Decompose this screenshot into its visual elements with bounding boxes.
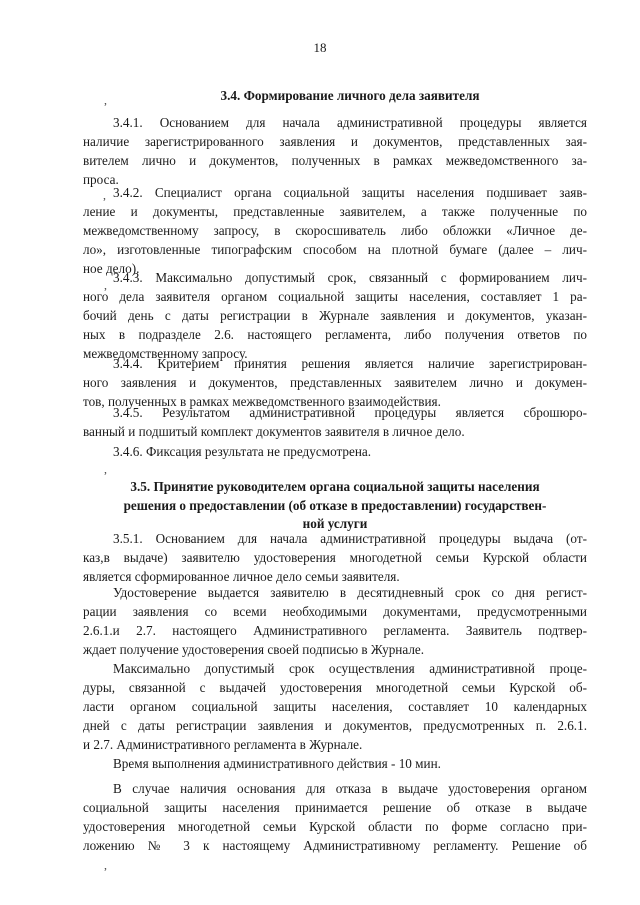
- text-line: 2.6.1.и 2.7. настоящего Административного регламента. Заявитель подтвер-: [83, 623, 587, 638]
- text-line: 3.4.2. Специалист органа социальной защиты населения подшивает заяв-: [113, 185, 587, 200]
- text-line: ных в подразделе 2.6. настоящего регламента, либо получения ответов по: [83, 327, 587, 342]
- text-line: наличие зарегистрированного заявления и документов, представленных зая-: [83, 134, 587, 149]
- text-line: ного дела заявителя органом социальной защиты населения, составляет 1 ра-: [83, 289, 587, 304]
- text-line: 3.5.1. Основанием для начала административной процедуры выдача (от-: [113, 531, 587, 546]
- section-3-5-title-line: ной услуги: [302, 516, 368, 531]
- section-3-5-title-line: решения о предоставлении (об отказе в предоставлении) государствен-: [123, 498, 547, 513]
- text-line: ло», изготовленные типографским способом на плотной бумаге (далее – лич-: [83, 242, 587, 257]
- text-line: 3.4.1. Основанием для начала административной процедуры является: [113, 115, 587, 130]
- text-line: 3.4.4. Критерием принятия решения является наличие зарегистрирован-: [113, 356, 587, 371]
- text-line: ложению № 3 к настоящему Административному регламенту. Решение об: [83, 838, 587, 853]
- text-line: 3.4.6. Фиксация результата не предусмотрена.: [113, 444, 372, 459]
- text-line: ждает получение удостоверения своей подписью в Журнале.: [83, 642, 425, 657]
- text-line: ное дело).: [83, 261, 140, 276]
- text-line: Максимально допустимый срок осуществления административной проце-: [113, 661, 587, 676]
- page-number: 18: [313, 40, 327, 55]
- text-line: вителем лично и документов, полученных в рамках межведомственного за-: [83, 153, 587, 168]
- scan-mark: ,: [104, 93, 107, 107]
- text-line: межведомственному запросу, в скоросшиватель либо обложки «Личное де-: [83, 223, 587, 238]
- text-line: межведомственному запросу.: [83, 346, 248, 361]
- text-line: каз,в выдаче) заявителю удостоверения многодетной семьи Курской области: [83, 550, 587, 565]
- text-line: 3.4.5. Результатом административной процедуры является сброшюро-: [113, 405, 587, 420]
- text-line: Удостоверение выдается заявителю в десятидневный срок со дня регист-: [113, 585, 587, 600]
- text-line: является сформированное личное дело семьи заявителя.: [83, 569, 400, 584]
- text-line: бочий день с даты регистрации в Журнале заявления и документов, указан-: [83, 308, 587, 323]
- text-line: рации заявления со всеми необходимыми документами, предусмотренными: [83, 604, 587, 619]
- text-line: тов, полученных в рамках межведомственного взаимодействия.: [83, 394, 441, 409]
- text-line: ласти органом социальной защиты населения, составляет 10 календарных: [83, 699, 587, 714]
- text-line: дуры, связанной с выдачей удостоверения многодетной семьи Курской об-: [83, 680, 587, 695]
- text-line: ление и документы, представленные заявителем, а также полученные по: [83, 204, 587, 219]
- text-line: удостоверения многодетной семьи Курской области по форме согласно при-: [83, 819, 587, 834]
- scan-mark: ,: [103, 188, 106, 202]
- text-line: В случае наличия основания для отказа в выдаче удостоверения органом: [113, 781, 587, 796]
- text-line: ного заявления и документов, представленных заявителем лично и докумен-: [83, 375, 587, 390]
- text-line: проса.: [83, 172, 119, 187]
- text-line: ванный и подшитый комплект документов заявителя в личное дело.: [83, 424, 465, 439]
- text-line: и 2.7. Административного регламента в Журнале.: [83, 737, 363, 752]
- text-line: дней с даты регистрации заявления и документов, предусмотренных п. 2.6.1.: [83, 718, 587, 733]
- text-line: Время выполнения административного действия - 10 мин.: [113, 756, 441, 771]
- section-3-4-title: 3.4. Формирование личного дела заявителя: [220, 88, 480, 103]
- text-line: 3.4.3. Максимально допустимый срок, связанный с формированием лич-: [113, 270, 587, 285]
- text-line: социальной защиты населения принимается решение об отказе в выдаче: [83, 800, 587, 815]
- scan-mark: ,: [104, 462, 107, 476]
- scan-mark: ,: [104, 278, 107, 292]
- section-3-5-title-line: 3.5. Принятие руководителем органа социальной защиты населения: [130, 479, 540, 494]
- scan-mark: ,: [104, 858, 107, 872]
